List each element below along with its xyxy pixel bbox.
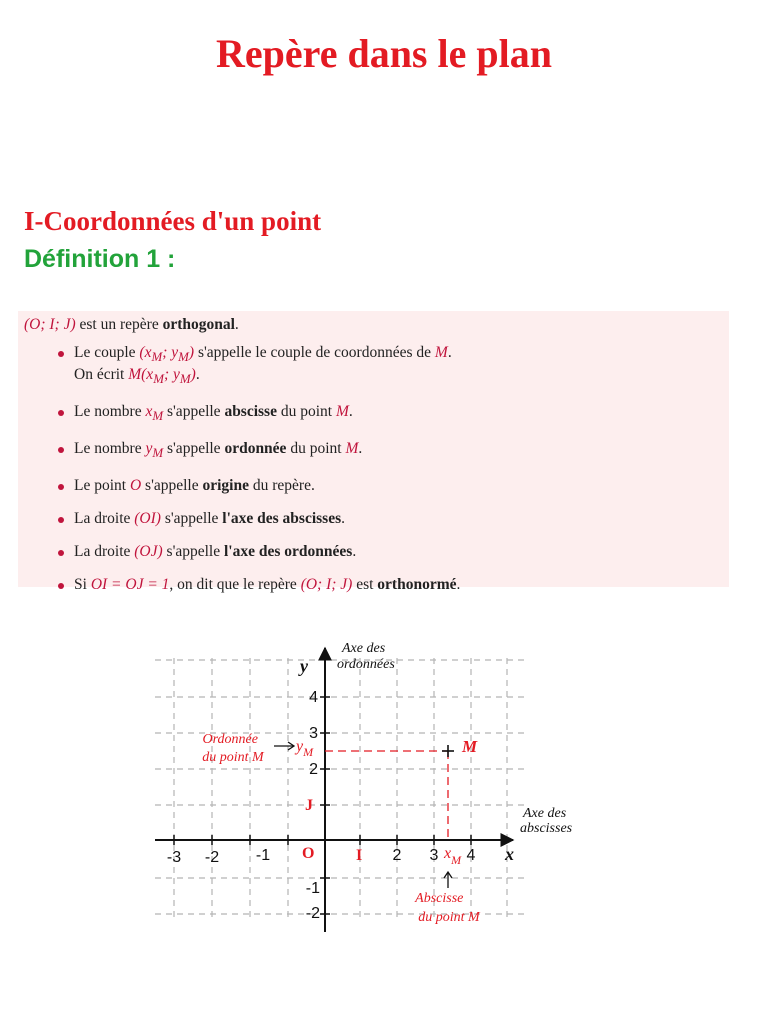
point-m-label: M	[462, 737, 478, 756]
definition-list	[24, 344, 729, 594]
list-item-axe-ordonnees: La droite (OJ) s'appelle l'axe des ordonnées.	[54, 543, 729, 561]
y-tick-label: -2	[305, 905, 320, 922]
y-tick-label: 3	[309, 725, 318, 742]
definition-intro: (O; I; J) est un repère orthogonal.	[24, 316, 239, 333]
i-label: I	[356, 847, 363, 864]
page-title: Repère dans le plan	[216, 31, 552, 76]
j-label: J	[305, 797, 313, 814]
ordinate-arrow	[274, 742, 294, 750]
coordinate-graph	[0, 620, 768, 950]
y-tick-label: 4	[309, 689, 318, 706]
x-tick-label: -3	[166, 849, 182, 866]
list-item-orthonorme: Si OI = OJ = 1, on dit que le repère (O; I; J) est orthonormé.	[54, 576, 729, 594]
y-variable-label: y	[300, 656, 308, 676]
definition-heading: Définition 1 :	[24, 245, 176, 273]
point-m-marker	[442, 745, 454, 757]
abscissa-arrow	[444, 872, 452, 888]
y-m-value-label: $y_M$	[296, 738, 314, 759]
x-tick-label: -2	[204, 849, 220, 866]
grid-lines	[155, 658, 525, 922]
x-m-value-label: $x_M$	[444, 845, 462, 867]
x-tick-label: 3	[429, 847, 439, 864]
list-item-abscisse: Le nombre $x_M$ s'appelle abscisse du point M.	[54, 403, 729, 425]
x-axis-caption: Axe des abscisses	[520, 806, 573, 836]
ordinate-caption: Ordonnée du point M	[202, 732, 264, 765]
x-tick-label: -1	[255, 847, 271, 864]
point-projections	[325, 751, 448, 840]
list-item-ordonnee: Le nombre $y_M$ s'appelle ordonnée du point M.	[54, 440, 729, 462]
y-tick-label: -1	[305, 880, 320, 897]
y-tick-label: 2	[309, 761, 318, 778]
x-tick-label: 2	[392, 847, 402, 864]
x-variable-label: x	[505, 844, 514, 864]
y-axis-caption: Axe des ordonnées	[337, 641, 395, 672]
definition-box	[18, 311, 729, 594]
section-heading: I-Coordonnées d'un point	[24, 206, 322, 236]
x-tick-label: 4	[466, 847, 476, 864]
list-item-origine: Le point O s'appelle origine du repère.	[54, 477, 729, 495]
origin-label: O	[302, 845, 315, 862]
list-item-couple: Le couple ($x_M$; $y_M$) s'appelle le couple de coordonnées de M. On écrit $M(x_M$; $y_M$).	[54, 344, 729, 388]
list-item-axe-abscisses: La droite (OI) s'appelle l'axe des abscisses.	[54, 510, 729, 528]
abscissa-caption: Abscisse du point M	[415, 891, 480, 925]
tick-marks	[174, 697, 471, 914]
